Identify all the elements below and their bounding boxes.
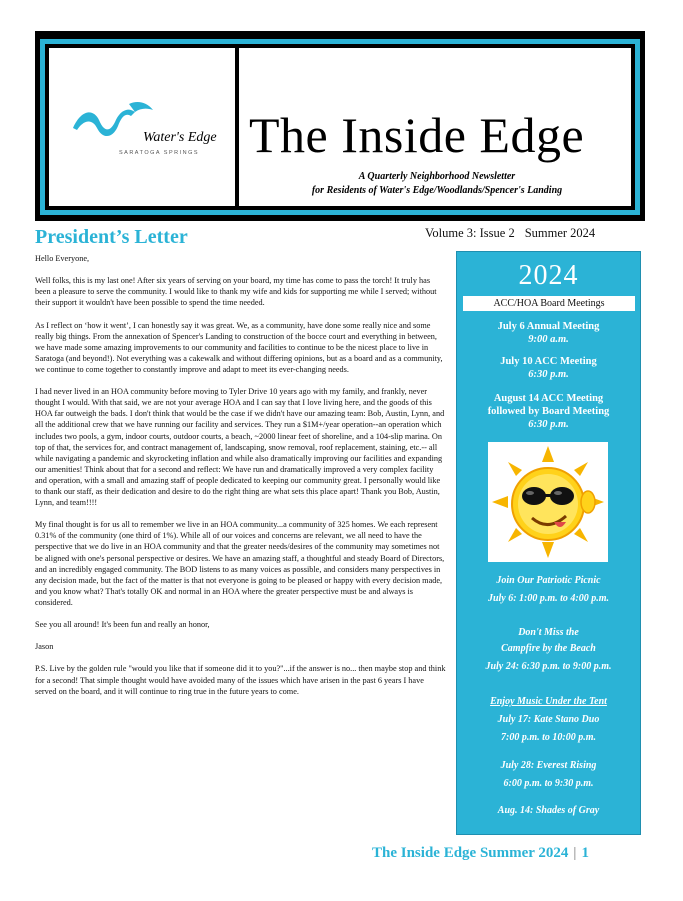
meeting-2-title: July 10 ACC Meeting [500,356,597,367]
issue-line [425,226,595,241]
logo-subtitle: SARATOGA SPRINGS [119,150,200,156]
sun-with-sunglasses-icon [488,442,608,562]
footer-separator: | [573,845,577,861]
meeting-1-time: 9:00 a.m. [528,334,569,345]
masthead-cyan-frame [40,39,640,215]
picnic-time: July 6: 1:00 p.m. to 4:00 p.m. [487,593,610,604]
footer-title: The Inside Edge Summer 2024 [372,845,569,861]
letter-paragraph: As I reflect on ‘how it went’, I can honestly say it was great. We, as a community, have done some really nice and some really big things. From the annexation of Spencer's Landing to construction of the bocce court and everything in between, we have made some amazing improvements to our community and facilities to continue to be the nicest place to live in Saratoga (and beyond!). Not everything was a cakewalk and without differing opinions, but as a board and as a community, we continue to come together to constantly improve and adapt to meet its ever-changing needs. [35,320,443,374]
logo-wordmark: Water's Edge [143,130,217,145]
letter-paragraph: I had never lived in an HOA community before moving to Tyler Drive 10 years ago with my family, and frankly, never thought I would. With that said, we are not your average HOA and I can say that I love living here, and the goods of this HOA far outweigh the bads. I don't think that would be the case if we didn't have our amazing team: Bob, Austin, Lynn, and all the additional crew that we have running our facility and services. They run a $1M+/year operation--an operation which includes two pools, a gym, indoor courts, outdoor courts, a beach, ~2000 linear feet of shoreline, and a 104-slip marina. On top of that, the services for, and contract management of, landscaping, snow removal, roof replacement, staining, etc.-- all while navigating a pandemic and skyrocketing inflation and while also dramatically improving our facilities and expanding our amenities! Think about that for a second and reflect: We have run and dramatically improved a very complex facility and operation, with a small and amazing staff of people dedicated to keeping our community great. I personally would like to thank our staff, as their dedication and desire to do the right thing are what sets this place apart! Thank you Bob, Austin, Lynn, and team!!!! [35,387,445,508]
music-3-act: Aug. 14: Shades of Gray [497,805,600,816]
letter-signature: Jason [35,642,54,652]
events-sidebar [456,251,641,835]
letter-signoff: See you all around! It's been fun and really an honor, [35,620,210,630]
waters-edge-logo [69,100,219,160]
letter-paragraph: Well folks, this is my last one! After six years of serving on your board, my time has come to pass the torch! It truly has been a pleasure to serve the community. I would like to thank my wife and kids for supporting me while I served; without their support it wouldn't have been possible to spend the time needed. [35,276,437,308]
music-2-act: July 28: Everest Rising [500,760,597,771]
campfire-title-2: Campfire by the Beach [501,643,596,654]
letter-postscript: P.S. Live by the golden rule "would you like that if someone did it to you?"...if the answer is no... then maybe stop and think for a second! That simple thought would have avoided many of the issues which have arisen in the past 6 years I have served on the board, and it will continue to ring true in the future years to come. [35,664,446,696]
board-meetings-label: ACC/HOA Board Meetings [463,296,635,311]
letter-heading: President’s Letter [35,226,188,248]
letter-paragraph: My final thought is for us all to remember we live in an HOA community...a community of 325 homes. We each represent 0.31% of the community (one third of 1%). While all of our voices and concerns are relevant, we all need to have the perspective that we do live in an HOA community and that the greater needs/desires of the community may sometimes not be aligned with one's personal perspective or desires. We have an amazing staff, a thoughtful and steady Board of Directors, and an incredibly engaged community. The BOD listens to as many voices as possible, and considers many perspectives in any decision made, but the fact of the matter is that not everyone is going to be pleased or happy with every decision made, and you know what? That's totally OK and normal in an HOA where the greater perspective must be and always is considered. [35,520,445,607]
masthead-panel [49,48,631,206]
campfire-title-1: Don't Miss the [518,627,579,638]
meeting-3-time: 6:30 p.m. [528,419,569,430]
music-2-time: 6:00 p.m. to 9:30 p.m. [503,778,594,789]
sidebar-year: 2024 [518,260,579,291]
meeting-1-title: July 6 Annual Meeting [497,321,600,332]
music-1-act: July 17: Kate Stano Duo [497,714,600,725]
music-title: Enjoy Music Under the Tent [490,696,607,707]
masthead-divider [235,48,239,206]
meeting-3-subtitle: followed by Board Meeting [487,406,610,417]
issue-season: Summer 2024 [524,226,596,240]
meeting-2-time: 6:30 p.m. [528,369,569,380]
meeting-3-title: August 14 ACC Meeting [493,393,604,404]
page-footer [372,845,589,862]
issue-volume: Volume 3: Issue 2 [425,226,515,240]
tagline-line-1: A Quarterly Neighborhood Newsletter [358,171,516,182]
picnic-title: Join Our Patriotic Picnic [496,575,601,586]
page-number: 1 [581,845,589,861]
newsletter-title: The Inside Edge [249,107,585,163]
tagline-line-2: for Residents of Water's Edge/Woodlands/Spencer's Landing [311,185,563,196]
letter-body [35,253,447,708]
music-1-time: 7:00 p.m. to 10:00 p.m. [501,732,596,743]
campfire-time: July 24: 6:30 p.m. to 9:00 p.m. [485,661,612,672]
letter-greeting: Hello Everyone, [35,254,90,263]
masthead-inner-frame [45,44,635,210]
masthead [35,31,645,221]
